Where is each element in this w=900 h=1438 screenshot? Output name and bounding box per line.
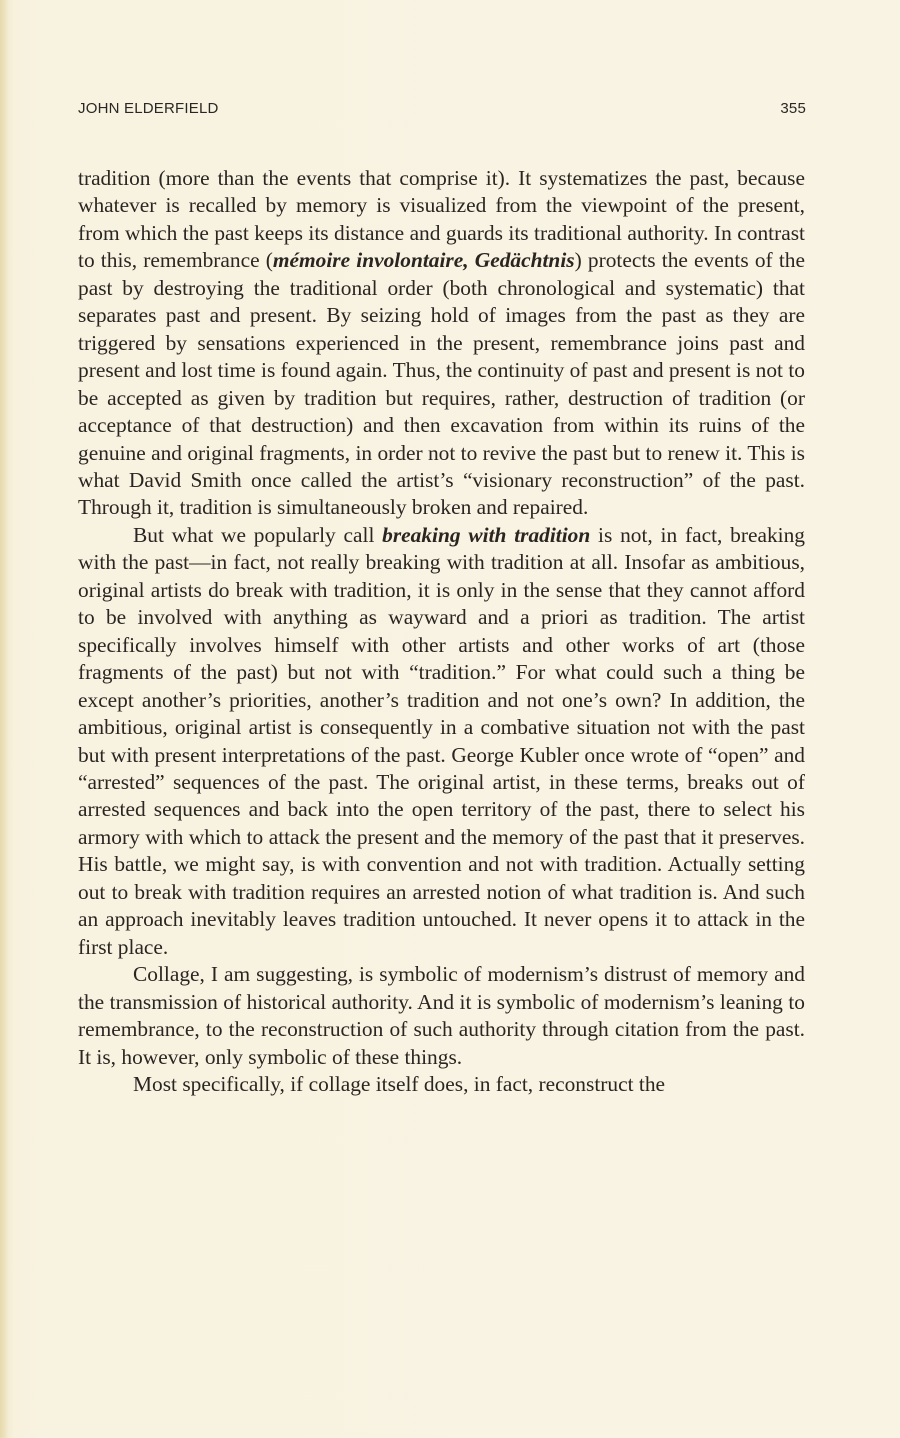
paragraph-2-text-a: But what we popularly call: [133, 522, 383, 547]
paragraph-2-italic: breaking with tradition: [382, 522, 591, 547]
paragraph-1: [78, 165, 805, 522]
paragraph-1-text-a: tradition (more than the events that comprise it). It systematizes the past, because whatever is recalled by memory is visualized from the viewpoint of the present, from which the past keeps its distance and guards its traditional authority. In contrast to this, remembrance (: [78, 166, 805, 273]
running-head: JOHN ELDERFIELD: [78, 100, 219, 117]
paragraph-2: [78, 522, 805, 961]
page-edge-shadow: [0, 0, 8, 1438]
paragraph-2-text-b: is not, in fact, breaking with the past—in fact, not really breaking with tradition at all. Insofar as ambitious, original artists do break with tradition, it is only in the sense that they cannot afford to be involved with anything as wayward and a priori as tradition. The artist specifically involves himself with other artists and other works of art (those fragments of the past) but not with “tradition.” For what could such a thing be except another’s priorities, another’s tradition and not one’s own? In addition, the ambitious, original artist is consequently in a combative situation not with the past but with present interpretations of the past. George Kubler once wrote of “open” and “arrested” sequences of the past. The original artist, in these terms, breaks out of arrested sequences and back into the open territory of the past, there to select his armory with which to attack the present and the memory of the past that it preserves. His battle, we might say, is with convention and not with tradition. Actually setting out to break with tradition requires an arrested notion of what tradition is. And such an approach inevitably leaves tradition untouched. It never opens it to attack in the first place.: [78, 522, 805, 959]
paragraph-1-italic: mémoire involontaire, Gedächtnis: [272, 248, 575, 273]
page-number: 355: [780, 100, 806, 117]
paragraph-4: Most specifically, if collage itself does, in fact, reconstruct the: [133, 1071, 666, 1096]
body-text: [78, 165, 805, 1098]
paragraph-1-text-b: ) protects the events of the past by destroying the traditional order (both chronological and systematic) that separates past and present. By seizing hold of images from the past as they are triggered by sensations experienced in the present, remembrance joins past and present and lost time is found again. Thus, the continuity of past and present is not to be accepted as given by tradition but requires, rather, destruction of tradition (or acceptance of that destruction) and then excavation from within its ruins of the genuine and original fragments, in order not to revive the past but to renew it. This is what David Smith once called the artist’s “visionary reconstruction” of the past. Through it, tradition is simultaneously broken and repaired.: [78, 248, 805, 520]
paragraph-3: Collage, I am suggesting, is symbolic of modernism’s distrust of memory and the transmission of historical authority. And it is symbolic of modernism’s leaning to remembrance, to the reconstruction of such authority through citation from the past. It is, however, only symbolic of these things.: [78, 962, 805, 1069]
page-header: [78, 100, 806, 124]
